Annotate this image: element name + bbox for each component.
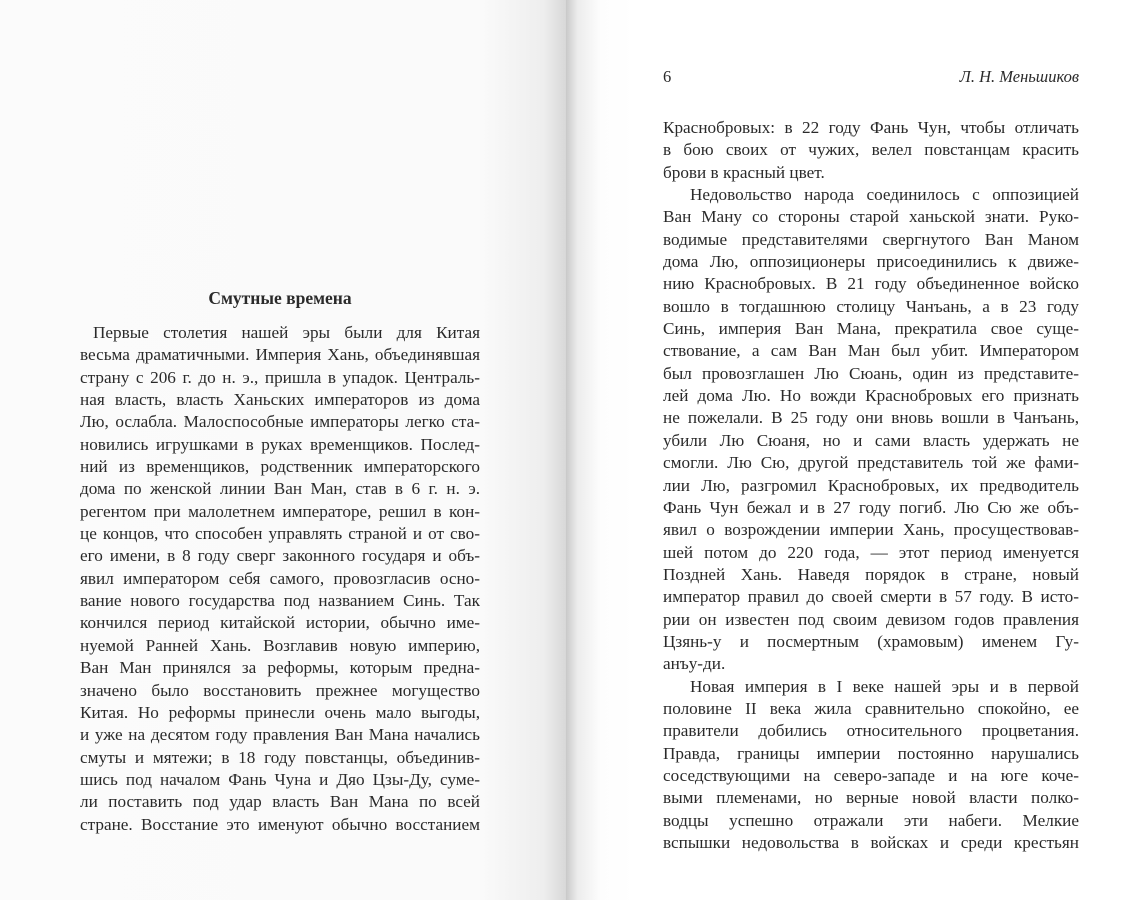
text-line: смогли. Лю Сю, другой представитель той же фами- xyxy=(663,453,1079,473)
text-line: вошло в тогдашнюю столицу Чанъань, а в 23 году xyxy=(663,296,1079,316)
text-line: страну с 206 г. до н. э., пришла в упадок. Централь- xyxy=(80,367,480,387)
text-line: и уже на десятом году правления Ван Мана начались xyxy=(80,725,480,745)
text-line: в бою своих от чужих, велел повстанцам красить xyxy=(663,140,1079,160)
text-line: Китая. Но реформы принесли очень мало выгоды, xyxy=(80,702,480,722)
text-line: Лю, ослабла. Малоспособные императоры легко ста- xyxy=(80,412,480,432)
paragraph xyxy=(663,117,1079,184)
text-line: значено было восстановить прежнее могущество xyxy=(80,680,480,700)
text-line: Первые столетия нашей эры были для Китая xyxy=(93,323,480,342)
text-line: соседствующими на северо-западе и на юге коче- xyxy=(663,765,1079,785)
text-line: ная власть, власть Ханьских императоров из дома xyxy=(80,390,480,410)
text-line: брови в красный цвет. xyxy=(663,162,825,182)
text-line: смуты и мятежи; в 18 году повстанцы, объединив- xyxy=(80,747,480,767)
right-page xyxy=(566,0,1139,900)
text-line: ли поставить под удар власть Ван Мана по всей xyxy=(80,792,480,812)
left-page-body xyxy=(80,322,480,836)
text-line: Ван Ману со стороны старой ханьской знати. Руко- xyxy=(663,207,1079,227)
text-line: не пожелали. В 25 году они вновь вошли в Чанъань, xyxy=(663,408,1079,428)
paragraph xyxy=(663,676,1079,855)
text-line: дома по женской линии Ван Ман, став в 6 г. н. э. xyxy=(80,479,480,499)
text-line: император правил до своей смерти в 57 году. В исто- xyxy=(663,587,1079,607)
text-line: дома Лю, оппозиционеры присоединились к движе- xyxy=(663,252,1079,272)
text-line: це концов, что способен управлять страной и от сво- xyxy=(80,524,480,544)
text-line: шей потом до 220 года, — этот период именуется xyxy=(663,542,1079,562)
chapter-title: Смутные времена xyxy=(208,288,352,308)
paragraph xyxy=(80,322,480,836)
text-line: лии Лю, разгромил Краснобровых, их предводитель xyxy=(663,475,1079,495)
text-line: водцы успешно отражали эти набеги. Мелкие xyxy=(663,810,1079,830)
text-line: анъу-ди. xyxy=(663,654,726,674)
text-line: явил императором себя самого, провозгласив осно- xyxy=(80,568,480,588)
text-line: Недовольство народа соединилось с оппозицией xyxy=(690,185,1079,205)
text-line: ний из временщиков, родственник императорского xyxy=(80,457,480,477)
text-line: Синь, империя Ван Мана, прекратила свое суще- xyxy=(663,319,1079,339)
text-line: кончился период китайской истории, обычно име- xyxy=(80,613,480,633)
left-page xyxy=(0,0,566,900)
right-page-body xyxy=(663,117,1079,854)
text-line: вание нового государства под названием Синь. Так xyxy=(80,591,480,611)
text-line: убили Лю Сюаня, но и сами власть удержать не xyxy=(663,430,1079,450)
text-line: нуемой Ранней Хань. Возглавив новую империю, xyxy=(80,635,480,655)
text-line: Новая империя в I веке нашей эры и в первой xyxy=(690,676,1079,696)
text-line: ствование, а сам Ван Ман был убит. Императором xyxy=(663,341,1079,361)
text-line: водимые представителями свергнутого Ван Маном xyxy=(663,229,1079,249)
text-line: шись под началом Фань Чуна и Дяо Цзы-Ду, суме- xyxy=(80,769,480,789)
text-line: лей дома Лю. Но вожди Краснобровых его признать xyxy=(663,386,1079,406)
page-number: 6 xyxy=(663,67,672,86)
text-line: стране. Восстание это именуют обычно восстанием xyxy=(80,814,480,834)
text-line: регентом при малолетнем императоре, решил в кон- xyxy=(80,501,480,521)
text-line: нию Краснобровых. В 21 году объединенное войско xyxy=(663,274,1079,294)
text-line: правители добились относительного процветания. xyxy=(663,721,1079,741)
text-line: Цзянь-у и посмертным (храмовым) именем Гу- xyxy=(663,631,1079,651)
text-line: Ван Ман принялся за реформы, которым предна- xyxy=(80,658,480,678)
text-line: Поздней Хань. Наведя порядок в стране, новый xyxy=(663,564,1079,584)
text-line: вспышки недовольства в войсках и среди крестьян xyxy=(663,833,1079,852)
text-line: весьма драматичными. Империя Хань, объединявшая xyxy=(80,345,480,365)
text-line: Краснобровых: в 22 году Фань Чун, чтобы отличать xyxy=(663,118,1079,137)
text-line: половине II века жила сравнительно спокойно, ее xyxy=(663,698,1079,718)
text-line: Правда, границы империи постоянно нарушались xyxy=(663,743,1079,763)
running-head-author: Л. Н. Меньшиков xyxy=(959,67,1079,86)
text-line: новились игрушками в руках временщиков. Послед- xyxy=(80,434,480,454)
paragraph xyxy=(663,184,1079,676)
text-line: явил о возрождении империи Хань, просуществовав- xyxy=(663,520,1079,540)
text-line: его имени, в 8 году сверг законного государя и объ- xyxy=(80,546,480,566)
text-line: Фань Чун бежал и в 27 году погиб. Лю Сю же объ- xyxy=(663,497,1079,517)
text-line: выми племенами, но верные новой власти полко- xyxy=(663,788,1079,808)
text-line: был провозглашен Лю Сюань, один из представите- xyxy=(663,363,1079,383)
text-line: рии он известен под своим девизом годов правления xyxy=(663,609,1079,629)
